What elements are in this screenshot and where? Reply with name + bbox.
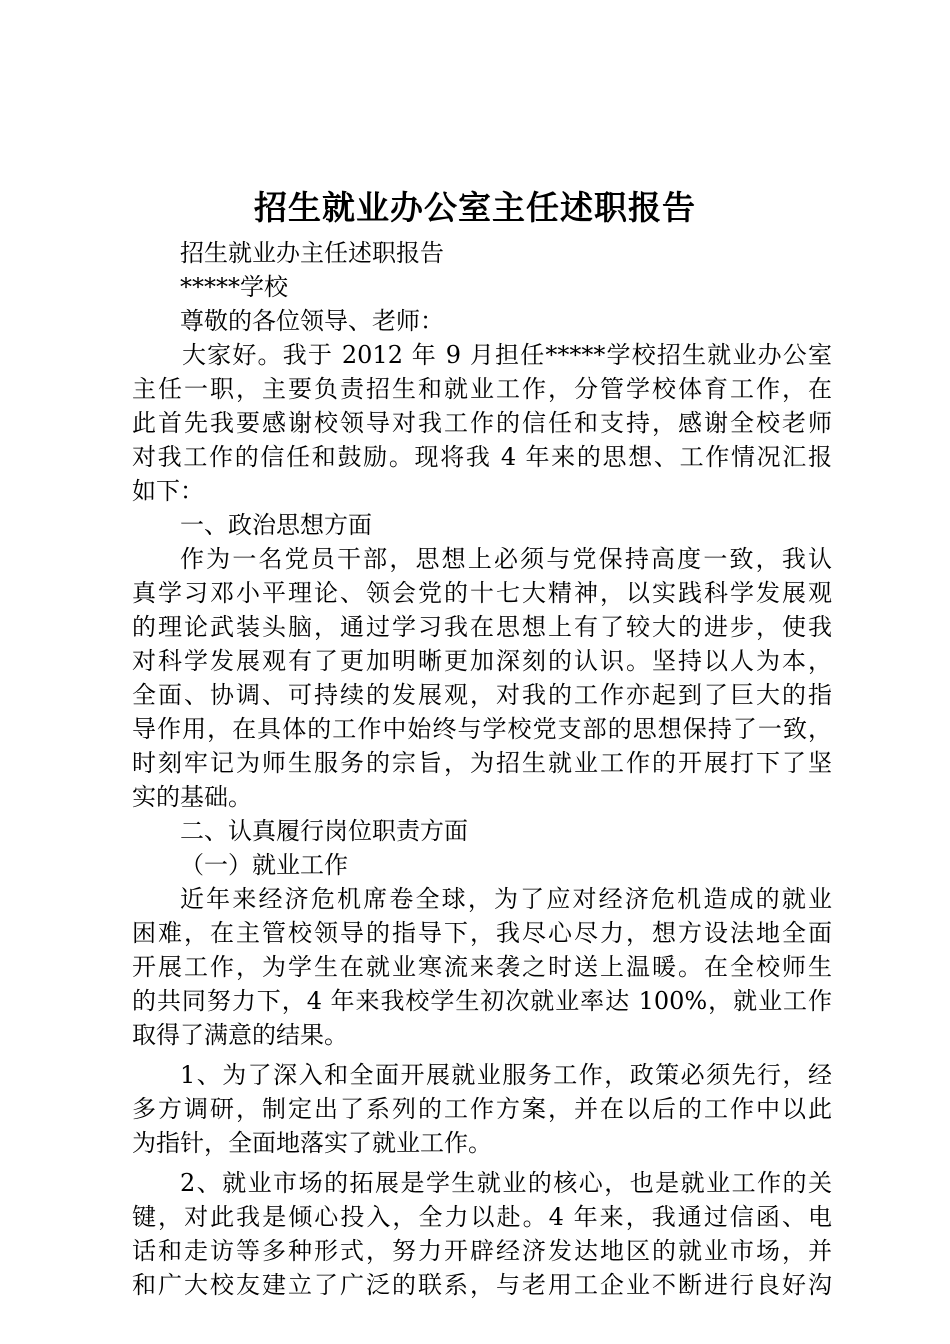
text-line: 1、为了深入和全面开展就业服务工作，政策必须先行，经 xyxy=(180,1061,832,1089)
text-line: 多方调研，制定出了系列的工作方案，并在以后的工作中以此 xyxy=(132,1095,832,1123)
text-line: 招生就业办主任述职报告 xyxy=(180,239,444,267)
text-line: 困难，在主管校领导的指导下，我尽心尽力，想方设法地全面 xyxy=(132,919,832,947)
text-line: （一）就业工作 xyxy=(180,851,348,879)
document-body xyxy=(132,236,832,1302)
text-line: 一、政治思想方面 xyxy=(180,511,372,539)
text-line: 二、认真履行岗位职责方面 xyxy=(180,817,468,845)
text-line: 的共同努力下，4 年来我校学生初次就业率达 100%，就业工作 xyxy=(132,987,832,1015)
text-line: 为指针，全面地落实了就业工作。 xyxy=(132,1129,492,1157)
text-line: 如下： xyxy=(132,477,204,505)
text-line: 时刻牢记为师生服务的宗旨，为招生就业工作的开展打下了坚 xyxy=(132,749,832,777)
text-line: 和广大校友建立了广泛的联系，与老用工企业不断进行良好沟 xyxy=(132,1271,832,1299)
text-line: 对科学发展观有了更加明晰更加深刻的认识。坚持以人为本， xyxy=(132,647,832,675)
text-line: 近年来经济危机席卷全球，为了应对经济危机造成的就业 xyxy=(180,885,832,913)
text-line: 全面、协调、可持续的发展观，对我的工作亦起到了巨大的指 xyxy=(132,681,832,709)
text-line: 话和走访等多种形式，努力开辟经济发达地区的就业市场，并 xyxy=(132,1237,832,1265)
text-line: 导作用，在具体的工作中始终与学校党支部的思想保持了一致， xyxy=(132,715,832,743)
text-line: 键，对此我是倾心投入，全力以赴。4 年来，我通过信函、电 xyxy=(132,1203,832,1231)
text-line: 实的基础。 xyxy=(132,783,252,811)
text-line: 此首先我要感谢校领导对我工作的信任和支持，感谢全校老师 xyxy=(132,409,832,437)
document-title: 招生就业办公室主任述职报告 xyxy=(254,188,696,227)
text-line: 尊敬的各位领导、老师： xyxy=(180,307,444,335)
text-line: 开展工作，为学生在就业寒流来袭之时送上温暖。在全校师生 xyxy=(132,953,832,981)
text-line: 2、就业市场的拓展是学生就业的核心，也是就业工作的关 xyxy=(180,1169,832,1197)
text-line: 取得了满意的结果。 xyxy=(132,1021,348,1049)
text-line: 大家好。我于 2012 年 9 月担任*****学校招生就业办公室 xyxy=(182,341,832,369)
text-line: 主任一职，主要负责招生和就业工作，分管学校体育工作，在 xyxy=(132,375,832,403)
text-line: 对我工作的信任和鼓励。现将我 4 年来的思想、工作情况汇报 xyxy=(132,443,832,471)
text-line: 作为一名党员干部，思想上必须与党保持高度一致，我认 xyxy=(180,545,832,573)
text-line: 的理论武装头脑，通过学习我在思想上有了较大的进步，使我 xyxy=(132,613,832,641)
text-line: *****学校 xyxy=(180,273,288,301)
text-line: 真学习邓小平理论、领会党的十七大精神，以实践科学发展观 xyxy=(132,579,832,607)
